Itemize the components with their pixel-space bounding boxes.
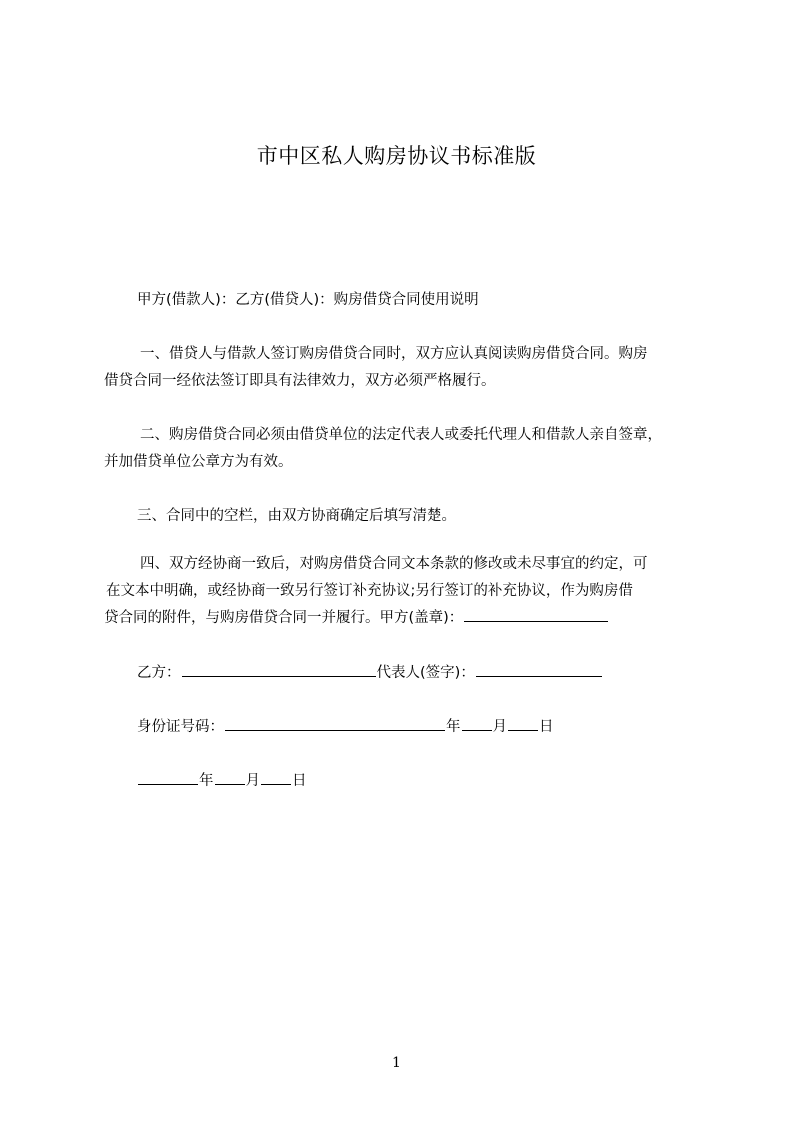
clause-2 xyxy=(104,422,704,476)
date-day-blank[interactable] xyxy=(261,770,291,785)
clause-2-line-1: 二、购房借贷合同必须由借贷单位的法定代表人或委托代理人和借款人亲自签章， xyxy=(140,427,662,443)
clause-4-line-3 xyxy=(104,605,704,632)
signature-row xyxy=(137,660,737,687)
clause-1 xyxy=(104,341,704,395)
party-b-label: 乙方： xyxy=(137,665,181,681)
clause-2-line-2: 并加借贷单位公章方为有效。 xyxy=(104,454,293,470)
representative-blank[interactable] xyxy=(476,662,602,677)
id-number-row xyxy=(137,714,737,741)
party-b-blank[interactable] xyxy=(182,662,376,677)
party-a-seal-blank[interactable] xyxy=(464,607,608,622)
clause-3: 三、合同中的空栏，由双方协商确定后填写清楚。 xyxy=(137,508,456,524)
id-month-blank[interactable] xyxy=(462,716,492,731)
id-day-blank[interactable] xyxy=(508,716,538,731)
clause-1-line-1: 一、借贷人与借款人签订购房借贷合同时，双方应认真阅读购房借贷合同。购房 xyxy=(140,346,648,362)
id-year-label: 年 xyxy=(446,719,461,735)
date-month-blank[interactable] xyxy=(215,770,245,785)
date-day-label: 日 xyxy=(292,773,307,789)
id-day-label: 日 xyxy=(539,719,554,735)
clause-4-line-1: 四、双方经协商一致后，对购房借贷合同文本条款的修改或未尽事宜的约定，可 xyxy=(140,556,648,572)
id-number-blank[interactable] xyxy=(225,716,445,731)
clause-1-line-2: 借贷合同一经依法签订即具有法律效力，双方必须严格履行。 xyxy=(104,373,496,389)
date-month-label: 月 xyxy=(245,773,260,789)
document-title: 市中区私人购房协议书标准版 xyxy=(256,144,537,168)
intro-line: 甲方(借款人)：乙方(借贷人)：购房借贷合同使用说明 xyxy=(137,292,479,308)
clause-4-line-2: 在文本中明确，或经协商一致另行签订补充协议;另行签订的补充协议，作为购房借 xyxy=(106,583,633,599)
id-month-label: 月 xyxy=(492,719,507,735)
date-year-label: 年 xyxy=(199,773,214,789)
id-number-label: 身份证号码： xyxy=(137,719,224,735)
clause-4-line-3-text: 贷合同的附件，与购房借贷合同一并履行。甲方(盖章)： xyxy=(104,610,464,626)
page-number: 1 xyxy=(392,1055,401,1071)
representative-label: 代表人(签字)： xyxy=(376,665,475,681)
date-row xyxy=(137,768,737,795)
clause-4 xyxy=(104,551,704,632)
date-year-blank[interactable] xyxy=(138,770,198,785)
